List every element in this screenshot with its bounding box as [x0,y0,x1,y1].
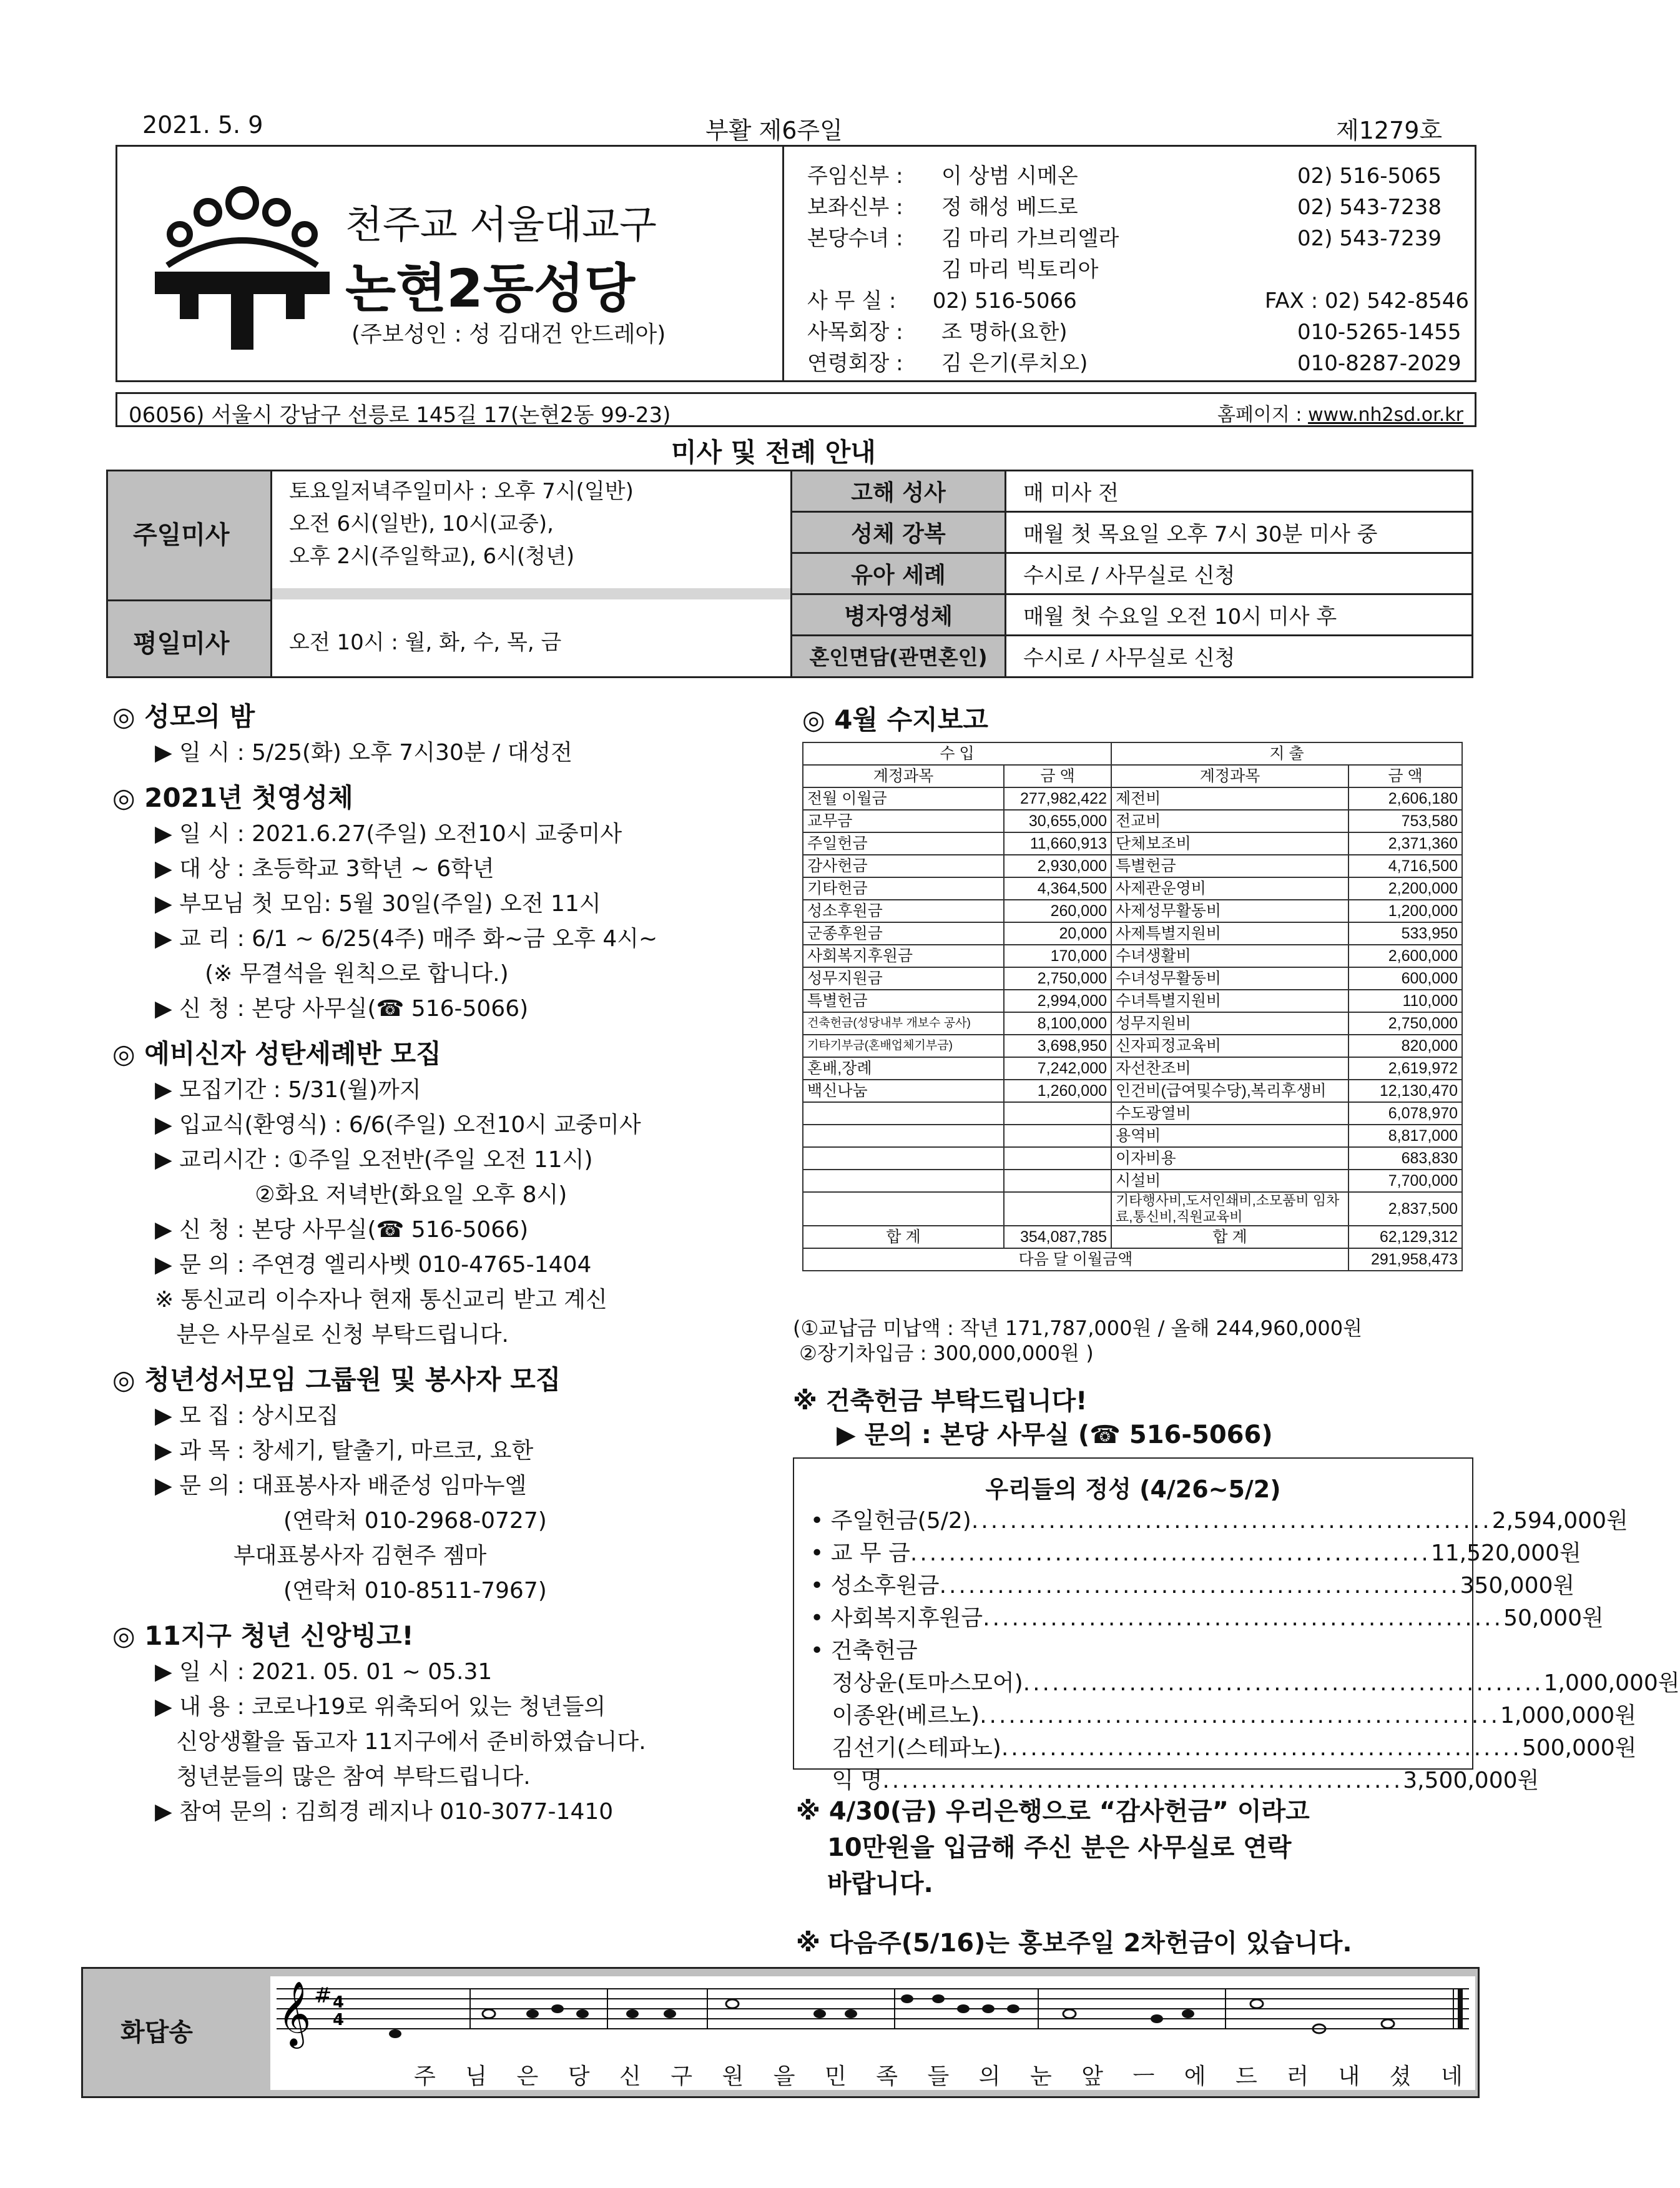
finance-total-row [803,1226,1462,1248]
offering-row: • 건축헌금 [810,1638,918,1663]
section-first-communion: ◎ 2021년 첫영성체 ▶ 일 시 : 2021.6.27(주일) 오전10시 교중미사 ▶ 대 상 : 초등학교 3학년 ~ 6학년 ▶ 부모님 첫 모임: 5월 30일(주일) 오전 11시 ▶ 교 리 : 6/1 ~ 6/25(4주) 매주 화~금 오후 4시~ (※ 무결석을 원칙으로 합니다.) ▶ 신 청 : 본당 사무실(☎ 516-5066) [112,779,787,1027]
lyric-syllable: 에 [1184,2064,1206,2089]
lyric-syllable: 구 [671,2064,693,2089]
offerings-title: 우리들의 정성 (4/26~5/2) [985,1476,1281,1503]
finance-row [803,1102,1462,1125]
psalm-lyrics [414,2059,1463,2091]
psalm-label: 화답송 [120,2018,193,2047]
parish-logo-icon [142,178,342,353]
lyric-syllable: 네 [1441,2064,1463,2089]
expense-account: 수도광열비 [1111,1102,1348,1125]
sacraments-table [790,471,1473,676]
finance-row [803,922,1462,945]
expense-account: 사제특별지원비 [1111,922,1348,945]
issue-number: 제1279호 [1336,117,1443,144]
expense-amount: 600,000 [1348,967,1462,990]
lyric-syllable: 신 [619,2064,641,2089]
income-account: 백신나눔 [803,1080,1004,1102]
income-account: 군종후원금 [803,922,1004,945]
finance-row [803,855,1462,877]
sunday-mass-label-cell [108,471,272,601]
music-staff-icon [270,1976,1475,2057]
section-youth-bible: ◎ 청년성서모임 그룹원 및 봉사자 모집 ▶ 모 집 : 상시모집 ▶ 과 목 : 창세기, 탈출기, 마르코, 요한 ▶ 문 의 : 대표봉사자 배준성 임마누엘 (연락처 010-2968-0727) 부대표봉사자 김현주 젬마 (연락처 010-8511-7967) [112,1361,787,1609]
offerings-box [793,1457,1680,1793]
sacrament-row: 유아 세례 수시로 / 사무실로 신청 [792,554,1473,595]
weekday-mass-label-cell [108,601,272,676]
sacrament-row: 고해 성사 매 미사 전 [792,471,1473,513]
section-catechumen: ◎ 예비신자 성탄세례반 모집 ▶ 모집기간 : 5/31(월)까지 ▶ 입교식(환영식) : 6/6(주일) 오전10시 교중미사 ▶ 교리시간 : ①주일 오전반(주일 오전 11시) ②화요 저녁반(화요일 오후 8시) ▶ 신 청 : 본당 사무실(☎ 516-5066) ▶ 문 의 : 주연경 엘리사벳 010-4765-1404 ※ 통신교리 이수자나 현재 통신교리 받고 계신 분은 사무실로 신청 부탁드립니다. [112,1035,787,1353]
offering-row: • 주일헌금(5/2) ...................................................... 2,594,000원 [810,1508,1628,1534]
expense-amount: 2,600,000 [1348,945,1462,967]
expense-amount: 2,371,360 [1348,832,1462,855]
section-bingo: ◎ 11지구 청년 신앙빙고! ▶ 일 시 : 2021. 05. 01 ~ 05.31 ▶ 내 용 : 코로나19로 위축되어 있는 청년들의 신앙생활을 돕고자 11지구에서 준비하였습니다. 청년분들의 많은 참여 부탁드립니다. ▶ 참여 문의 : 김희경 레지나 010-3077-1410 [112,1617,787,1830]
expense-amount: 7,700,000 [1348,1170,1462,1192]
svg-text:#: # [314,1983,332,2008]
finance-row [803,900,1462,922]
income-amount: 7,242,000 [1004,1057,1111,1080]
header-box [115,145,1476,382]
income-account-header: 계정과목 [803,765,1004,787]
expense-amount: 8,817,000 [1348,1125,1462,1147]
parish-name: 논현2동성당 [345,258,636,319]
bulletin-date: 2021. 5. 9 [142,111,263,139]
lyric-syllable: 원 [722,2064,744,2089]
lyric-syllable: 눈 [1030,2064,1052,2089]
finance-row [803,990,1462,1012]
income-account: 특별헌금 [803,990,1004,1012]
expense-account: 성무지원비 [1111,1012,1348,1035]
expense-account: 사제관운영비 [1111,877,1348,900]
expense-amount: 753,580 [1348,810,1462,832]
income-amount: 260,000 [1004,900,1111,922]
finance-row [803,787,1462,810]
finance-row [803,1125,1462,1147]
income-account: 기타기부금(혼배업체기부금) [803,1035,1004,1057]
lyric-syllable: ㅡ [1132,2064,1155,2089]
expense-total-label: 합 계 [1111,1226,1348,1248]
expense-account: 시설비 [1111,1170,1348,1192]
income-amount [1004,1147,1111,1170]
finance-carry-row [803,1248,1462,1271]
carry-value: 291,958,473 [1348,1248,1462,1271]
income-header: 수 입 [803,742,1111,765]
address-bar [115,392,1476,427]
income-amount: 30,655,000 [1004,810,1111,832]
income-account: 사회복지후원금 [803,945,1004,967]
income-account [803,1102,1004,1125]
carry-label: 다음 달 이월금액 [803,1248,1348,1271]
income-amount: 20,000 [1004,922,1111,945]
income-amount: 2,994,000 [1004,990,1111,1012]
section-title: ◎ 11지구 청년 신앙빙고! [112,1620,414,1651]
income-amount: 3,698,950 [1004,1035,1111,1057]
svg-text:4: 4 [333,2011,345,2029]
staff-row: 주임신부 : 이 상범 시메온 02) 516-5065 [807,164,1442,189]
income-amount: 277,982,422 [1004,787,1111,810]
expense-amount: 2,837,500 [1348,1192,1462,1226]
expense-amount: 110,000 [1348,990,1462,1012]
finance-row [803,945,1462,967]
finance-note-2: ②장기차입금 : 300,000,000원 ) [793,1341,1094,1365]
income-total: 354,087,785 [1004,1226,1111,1248]
expense-account: 인건비(급여및수당),복리후생비 [1111,1080,1348,1102]
lyric-syllable: 당 [567,2064,590,2089]
expense-amount: 820,000 [1348,1035,1462,1057]
finance-row [803,1080,1462,1102]
expense-account: 용역비 [1111,1125,1348,1147]
expense-account: 단체보조비 [1111,832,1348,855]
expense-amount: 2,619,972 [1348,1057,1462,1080]
lyric-syllable: 들 [927,2064,950,2089]
expense-amount-header: 금 액 [1348,765,1462,787]
lyric-syllable: 내 [1338,2064,1360,2089]
lyric-syllable: 앞 [1081,2064,1104,2089]
finance-row [803,832,1462,855]
liturgy-title: 미사 및 전례 안내 [671,437,876,468]
staff-row: 사목회장 : 조 명하(요한) 010-5265-1455 [807,320,1461,345]
lyric-syllable: 주 [414,2064,436,2089]
expense-amount: 533,950 [1348,922,1462,945]
income-account [803,1125,1004,1147]
expense-amount: 2,750,000 [1348,1012,1462,1035]
income-account: 교무금 [803,810,1004,832]
section-title: ◎ 예비신자 성탄세례반 모집 [112,1038,441,1069]
finance-row [803,1035,1462,1057]
svg-text:4: 4 [333,1993,345,2012]
svg-text:𝄞: 𝄞 [278,1981,312,2046]
offering-row: 이종완(베르노) ...................................................... 1,000,000원 [810,1703,1637,1728]
staff-directory [807,160,1469,379]
lyric-syllable: 의 [978,2064,1001,2089]
staff-row: 김 마리 빅토리아 [941,257,1099,282]
income-amount: 170,000 [1004,945,1111,967]
homepage-link[interactable]: www.nh2sd.or.kr [1308,404,1463,426]
staff-row: 사 무 실 : 02) 516-5066 FAX : 02) 542-8546 [807,288,1469,313]
expense-account: 전교비 [1111,810,1348,832]
section-mary-night: ◎ 성모의 밤 ▶ 일 시 : 5/25(화) 오후 7시30분 / 대성전 [112,698,787,771]
psalm-score [270,1976,1475,2090]
expense-account: 특별헌금 [1111,855,1348,877]
parish-address: 06056) 서울시 강남구 선릉로 145길 17(논현2동 99-23) [129,403,671,428]
patron-saint: (주보성인 : 성 김대건 안드레아) [351,322,666,347]
section-title: ◎ 청년성서모임 그룹원 및 봉사자 모집 [112,1364,561,1395]
income-account [803,1147,1004,1170]
finance-row [803,1057,1462,1080]
income-amount [1004,1170,1111,1192]
income-amount: 2,930,000 [1004,855,1111,877]
expense-amount: 683,830 [1348,1147,1462,1170]
diocese-name: 천주교 서울대교구 [345,202,657,247]
offering-row: 정상윤(토마스모어) ...................................................... 1,000,000원 [810,1670,1680,1696]
finance-row [803,1012,1462,1035]
expense-amount: 2,606,180 [1348,787,1462,810]
expense-amount: 1,200,000 [1348,900,1462,922]
building-fund-title: ※ 건축헌금 부탁드립니다! [793,1387,1088,1416]
liturgical-week: 부활 제6주일 [705,117,843,144]
income-amount [1004,1102,1111,1125]
income-amount: 2,750,000 [1004,967,1111,990]
psalm-box [81,1967,1480,2098]
offering-row: • 성소후원금 ...................................................... 350,000원 [810,1573,1575,1599]
income-account: 감사헌금 [803,855,1004,877]
income-account: 성소후원금 [803,900,1004,922]
expense-account: 신자피정교육비 [1111,1035,1348,1057]
income-account: 주일헌금 [803,832,1004,855]
homepage: 홈페이지 : www.nh2sd.or.kr [1217,404,1463,426]
finance-table-wrap [802,742,1463,1271]
section-title: ◎ 2021년 첫영성체 [112,782,353,813]
income-amount [1004,1192,1111,1226]
lyric-syllable: 님 [465,2064,488,2089]
section-title: ◎ 성모의 밤 [112,701,255,732]
offering-row: • 사회복지후원금 ...................................................... 50,000원 [810,1605,1604,1631]
expense-account: 기타행사비,도서인쇄비,소모품비 임차료,통신비,직원교육비 [1111,1192,1348,1226]
income-account: 성무지원금 [803,967,1004,990]
finance-row [803,1192,1462,1226]
divider-band [272,588,790,599]
income-account: 기타헌금 [803,877,1004,900]
lyric-syllable: 셨 [1389,2064,1412,2089]
income-amount [1004,1125,1111,1147]
sacrament-rows [792,471,1473,676]
finance-row [803,967,1462,990]
expense-account: 자선찬조비 [1111,1057,1348,1080]
income-amount: 1,260,000 [1004,1080,1111,1102]
income-amount: 11,660,913 [1004,832,1111,855]
weekday-mass-times: 오전 10시 : 월, 화, 수, 목, 금 [289,630,562,655]
finance-table [802,742,1463,1271]
income-total-label: 합 계 [803,1226,1004,1248]
building-fund-contact: ▶ 문의 : 본당 사무실 (☎ 516-5066) [837,1421,1273,1449]
parish-identity [117,147,784,380]
expense-amount: 12,130,470 [1348,1080,1462,1102]
staff-row: 보좌신부 : 정 해성 베드로 02) 543-7238 [807,195,1442,220]
expense-header: 지 출 [1111,742,1462,765]
finance-row [803,810,1462,832]
left-column [112,698,787,1830]
expense-account: 사제성무활동비 [1111,900,1348,922]
expense-account: 제전비 [1111,787,1348,810]
lyric-syllable: 민 [825,2064,847,2089]
sacrament-row: 성체 강복 매월 첫 목요일 오후 7시 30분 미사 중 [792,513,1473,554]
income-account [803,1170,1004,1192]
income-amount: 4,364,500 [1004,877,1111,900]
liturgy-box [106,470,1473,678]
income-account: 혼배,장례 [803,1057,1004,1080]
sunday-mass-times: 토요일저녁주일미사 : 오후 7시(일반) 오전 6시(일반), 10시(교중), 오후 2시(주일학교), 6시(청년) [289,479,634,569]
finance-title: ◎ 4월 수지보고 [802,704,988,735]
income-account [803,1192,1004,1226]
income-account: 건축헌금(성당내부 개보수 공사) [803,1012,1004,1035]
expense-account: 수녀생활비 [1111,945,1348,967]
staff-row: 연령회장 : 김 은기(루치오) 010-8287-2029 [807,351,1461,376]
lyric-syllable: 을 [773,2064,795,2089]
thanks-notice: ※ 4/30(금) 우리은행으로 “감사헌금” 이라고 10만원을 입금해 주신 분은 사무실로 연락 바랍니다. [796,1797,1310,1898]
expense-account-header: 계정과목 [1111,765,1348,787]
finance-row [803,877,1462,900]
lyric-syllable: 러 [1287,2064,1309,2089]
next-week-notice: ※ 다음주(5/16)는 홍보주일 2차헌금이 있습니다. [796,1929,1352,1958]
offering-row: 익 명 ...................................................... 3,500,000원 [810,1768,1540,1793]
sunday-mass-label: 주일미사 [133,521,230,549]
lyric-syllable: 족 [876,2064,898,2089]
expense-total: 62,129,312 [1348,1226,1462,1248]
offerings-list [810,1505,1680,1797]
income-amount: 8,100,000 [1004,1012,1111,1035]
expense-account: 수녀성무활동비 [1111,967,1348,990]
finance-row [803,1170,1462,1192]
expense-amount: 2,200,000 [1348,877,1462,900]
lyric-syllable: 드 [1235,2064,1257,2089]
expense-amount: 6,078,970 [1348,1102,1462,1125]
sacrament-row: 병자영성체 매월 첫 수요일 오전 10시 미사 후 [792,595,1473,636]
finance-note-1: (①교납금 미납액 : 작년 171,787,000원 / 올해 244,960,000원 [793,1316,1363,1340]
offering-row: • 교 무 금 ...................................................... 11,520,000원 [810,1540,1581,1566]
lyric-syllable: 은 [516,2064,539,2089]
income-account: 전월 이월금 [803,787,1004,810]
sacrament-row: 혼인면담(관면혼인) 수시로 / 사무실로 신청 [809,645,1235,671]
offering-row: 김선기(스테파노) ...................................................... 500,000원 [810,1735,1637,1761]
staff-row: 본당수녀 : 김 마리 가브리엘라 02) 543-7239 [807,226,1442,251]
finance-row [803,1147,1462,1170]
weekday-mass-label: 평일미사 [133,629,230,658]
expense-amount: 4,716,500 [1348,855,1462,877]
expense-account: 수녀특별지원비 [1111,990,1348,1012]
expense-account: 이자비용 [1111,1147,1348,1170]
income-amount-header: 금 액 [1004,765,1111,787]
